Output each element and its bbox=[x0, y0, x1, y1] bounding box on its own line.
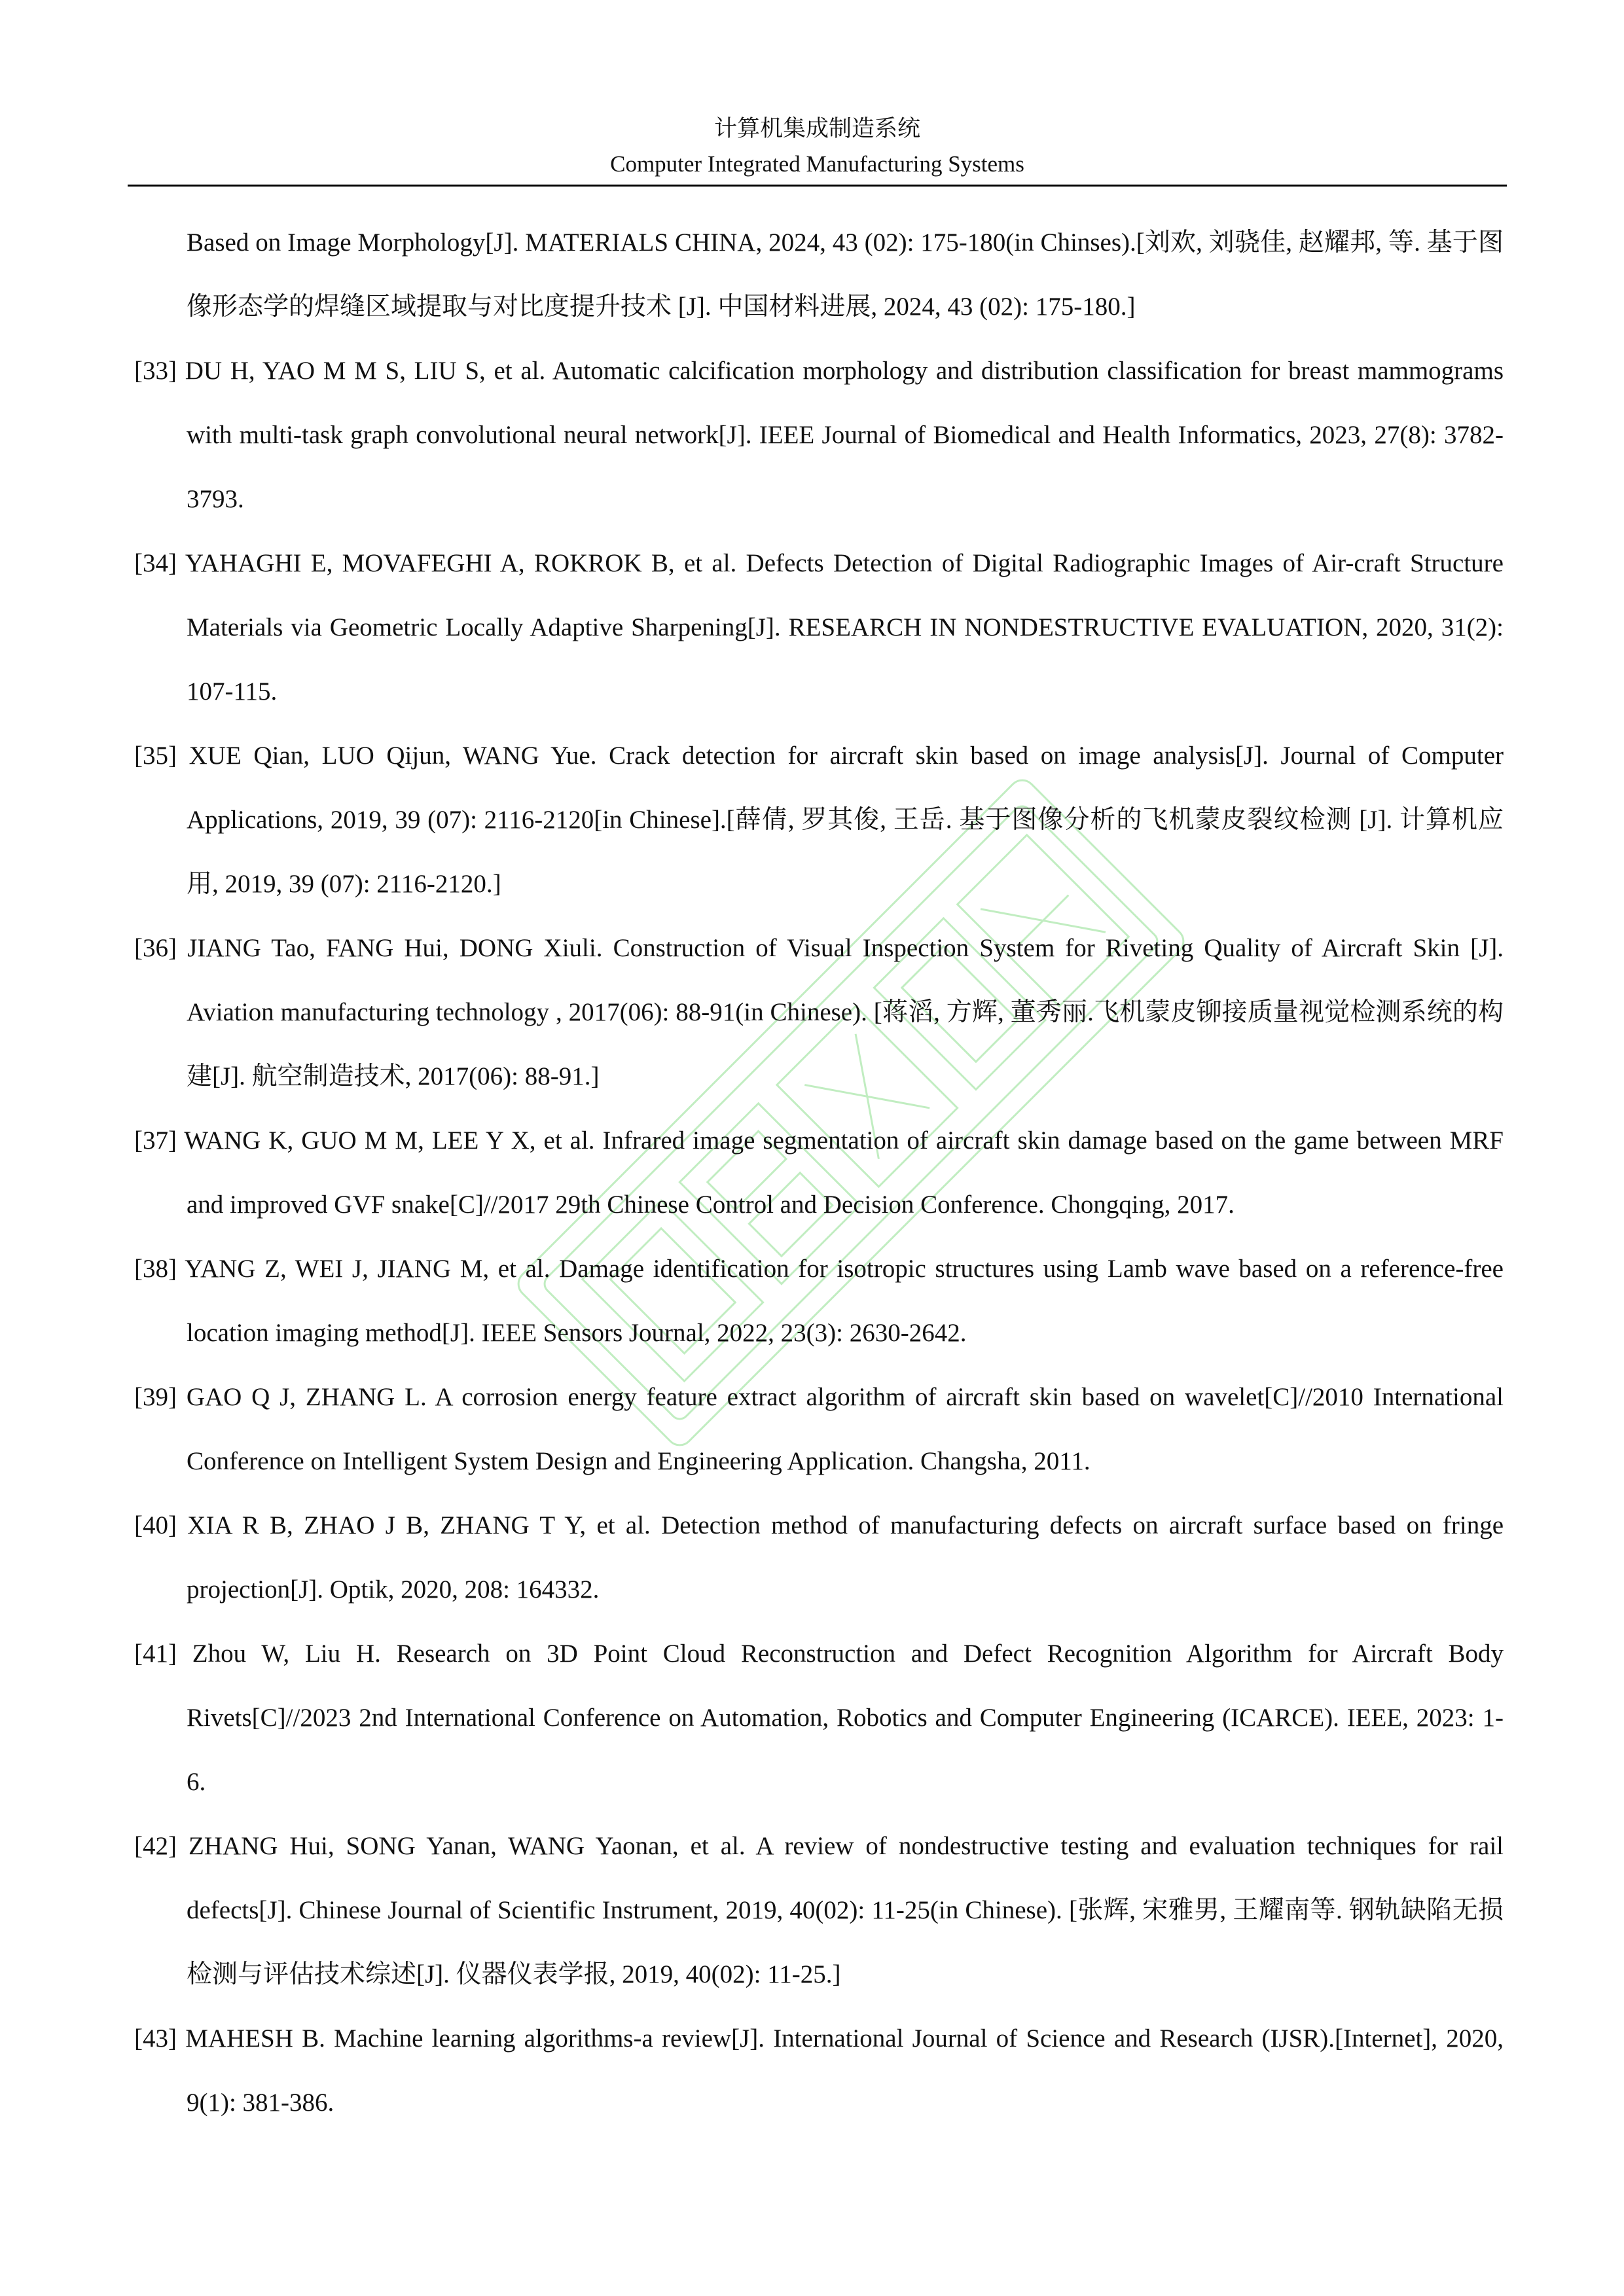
reference-number: [40] bbox=[134, 1511, 177, 1539]
reference-text: WANG K, GUO M M, LEE Y X, et al. Infrared image segmentation of aircraft skin damage based on the game between MRF and improved GVF snake[C]//2017 29th Chinese Control and Decision Conference. Chongqing, 2017. bbox=[184, 1126, 1504, 1219]
reference-text: Zhou W, Liu H. Research on 3D Point Cloud Reconstruction and Defect Recognition Algorithm for Aircraft Body Rivets[C]//2023 2nd International Conference on Automation, Robotics and Computer Engineering (ICARCE). IEEE, 2023: 1-6. bbox=[187, 1640, 1504, 1796]
reference-number: [35] bbox=[134, 742, 177, 770]
reference-number: [33] bbox=[134, 357, 177, 385]
reference-entry-43 bbox=[134, 2007, 1504, 2135]
reference-entry-40 bbox=[134, 1494, 1504, 1622]
reference-number: [41] bbox=[134, 1640, 177, 1668]
journal-title-cn: 计算机集成制造系统 bbox=[713, 116, 920, 141]
reference-text: XUE Qian, LUO Qijun, WANG Yue. Crack detection for aircraft skin based on image analysis[J]. Journal of Computer Applications, 2019, 39 (07): 2116-2120[in Chinese].[薛倩, 罗其俊, 王岳. 基于图像分析的飞机蒙皮裂纹检测 [J]. 计算机应用, 2019, 39 (07): 2116-2120.] bbox=[187, 742, 1504, 898]
reference-entry-37 bbox=[134, 1109, 1504, 1237]
running-header bbox=[128, 110, 1507, 181]
reference-entry-38 bbox=[134, 1237, 1504, 1365]
reference-number: [43] bbox=[134, 2024, 177, 2053]
header-rule bbox=[128, 185, 1507, 187]
journal-title-en: Computer Integrated Manufacturing Systems bbox=[610, 151, 1024, 177]
reference-number: [37] bbox=[134, 1126, 177, 1155]
reference-text: YAHAGHI E, MOVAFEGHI A, ROKROK B, et al. Defects Detection of Digital Radiographic Images of Air-craft Structure Materials via Geometric Locally Adaptive Sharpening[J]. RESEARCH IN NONDESTRUCTIVE EVALUATION, 2020, 31(2): 107-115. bbox=[185, 549, 1504, 706]
reference-text: ZHANG Hui, SONG Yanan, WANG Yaonan, et al. A review of nondestructive testing and evaluation techniques for rail defects[J]. Chinese Journal of Scientific Instrument, 2019, 40(02): 11-25(in Chinese). [张辉, 宋雅男, 王耀南等. 钢轨缺陷无损检测与评估技术综述[J]. 仪器仪表学报, 2019, 40(02): 11-25.] bbox=[187, 1832, 1504, 1988]
reference-text: DU H, YAO M M S, LIU S, et al. Automatic calcification morphology and distribution classification for breast mammograms with multi-task graph convolutional neural network[J]. IEEE Journal of Biomedical and Health Informatics, 2023, 27(8): 3782-3793. bbox=[185, 357, 1504, 513]
reference-text: YANG Z, WEI J, JIANG M, et al. Damage identification for isotropic structures using Lamb wave based on a reference-free location imaging method[J]. IEEE Sensors Journal, 2022, 23(3): 2630-2642. bbox=[185, 1255, 1504, 1347]
reference-number: [36] bbox=[134, 934, 177, 962]
reference-entry-42 bbox=[134, 1814, 1504, 2007]
reference-entry-continued bbox=[134, 211, 1504, 339]
reference-entry-36 bbox=[134, 916, 1504, 1109]
reference-text: JIANG Tao, FANG Hui, DONG Xiuli. Construction of Visual Inspection System for Riveting Quality of Aircraft Skin [J]. Aviation manufacturing technology , 2017(06): 88-91(in Chinese). [蒋滔, 方辉, 董秀丽.飞机蒙皮铆接质量视觉检测系统的构建[J]. 航空制造技术, 2017(06): 88-91.] bbox=[187, 934, 1504, 1090]
reference-number: [38] bbox=[134, 1255, 177, 1283]
reference-entry-34 bbox=[134, 531, 1504, 724]
reference-number: [39] bbox=[134, 1383, 177, 1411]
reference-entry-33 bbox=[134, 339, 1504, 531]
reference-number: [42] bbox=[134, 1832, 177, 1860]
reference-text: XIA R B, ZHAO J B, ZHANG T Y, et al. Detection method of manufacturing defects on aircraft surface based on fringe projection[J]. Optik, 2020, 208: 164332. bbox=[187, 1511, 1504, 1604]
reference-entry-41 bbox=[134, 1622, 1504, 1814]
reference-list bbox=[134, 211, 1504, 2135]
reference-number: [34] bbox=[134, 549, 177, 577]
reference-entry-35 bbox=[134, 724, 1504, 916]
reference-text: GAO Q J, ZHANG L. A corrosion energy feature extract algorithm of aircraft skin based on wavelet[C]//2010 International Conference on Intelligent System Design and Engineering Application. Changsha, 2011. bbox=[186, 1383, 1504, 1475]
reference-text: Based on Image Morphology[J]. MATERIALS CHINA, 2024, 43 (02): 175-180(in Chinses).[刘欢, 刘骁佳, 赵耀邦, 等. 基于图像形态学的焊缝区域提取与对比度提升技术 [J]. 中国材料进展, 2024, 43 (02): 175-180.] bbox=[187, 228, 1504, 321]
reference-entry-39 bbox=[134, 1365, 1504, 1494]
reference-text: MAHESH B. Machine learning algorithms-a review[J]. International Journal of Science and Research (IJSR).[Internet], 2020, 9(1): 381-386. bbox=[185, 2024, 1504, 2117]
